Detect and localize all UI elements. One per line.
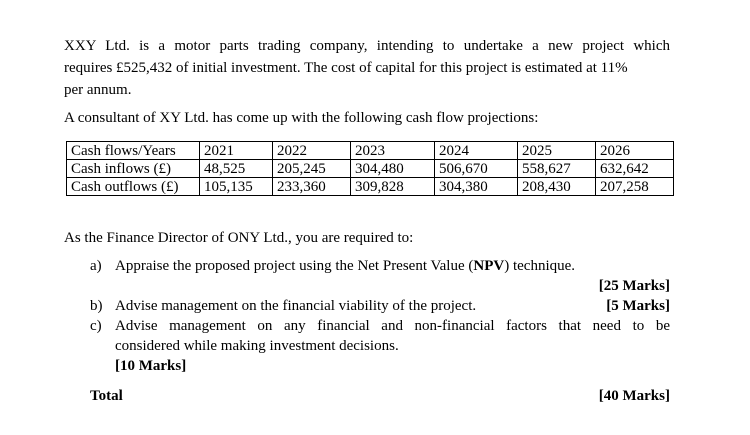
table-cell: 208,430 [518,178,596,196]
table-cell: Cash outflows (£) [67,178,200,196]
item-a-label: a) [90,258,102,274]
cash-flow-table [66,141,674,196]
table-cell: 632,642 [596,160,674,178]
table-cell: 506,670 [435,160,518,178]
item-a-text-pre: Appraise the proposed project using the Net Present Value ( [115,258,474,274]
intro-line-1: XXY Ltd. is a motor parts trading company, intending to undertake a new project which [64,38,670,54]
table-cell: 304,480 [351,160,435,178]
total-label: Total [90,388,123,404]
table-row [67,178,674,196]
intro-line-3: per annum. [64,82,132,98]
item-c-marks: [10 Marks] [115,358,187,374]
item-c-label: c) [90,318,102,334]
table-cell: Cash inflows (£) [67,160,200,178]
item-b-marks: [5 Marks] [606,298,670,314]
table-cell: 309,828 [351,178,435,196]
table-header-cell: 2022 [273,142,351,160]
table-header-cell: 2021 [200,142,273,160]
table-header-row [67,142,674,160]
item-a-text-post: ) technique. [504,258,576,274]
table-cell: 48,525 [200,160,273,178]
item-b-text: Advise management on the financial viability of the project. [115,298,477,314]
table-row [67,160,674,178]
table-cell: 205,245 [273,160,351,178]
item-c-line-2: considered while making investment decisions. [115,338,399,354]
item-a-marks: [25 Marks] [598,278,670,294]
item-c-line-1: Advise management on any financial and non-financial factors that need to be [115,318,670,334]
table-cell: 207,258 [596,178,674,196]
item-b-label: b) [90,298,103,314]
consultant-statement: A consultant of XY Ltd. has come up with the following cash flow projections: [64,110,539,126]
table-cell: 558,627 [518,160,596,178]
table-cell: 233,360 [273,178,351,196]
table-header-cell: 2025 [518,142,596,160]
table-cell: 105,135 [200,178,273,196]
item-a-text [115,258,575,275]
table-header-cell: 2023 [351,142,435,160]
table-header-cell: 2026 [596,142,674,160]
intro-line-2: requires £525,432 of initial investment. The cost of capital for this project is estimated at 11% [64,60,628,76]
table-header-cell: 2024 [435,142,518,160]
total-marks: [40 Marks] [598,388,670,404]
task-intro: As the Finance Director of ONY Ltd., you are required to: [64,230,414,246]
table-cell: 304,380 [435,178,518,196]
table-header-cell: Cash flows/Years [67,142,200,160]
item-a-npv: NPV [473,258,505,274]
